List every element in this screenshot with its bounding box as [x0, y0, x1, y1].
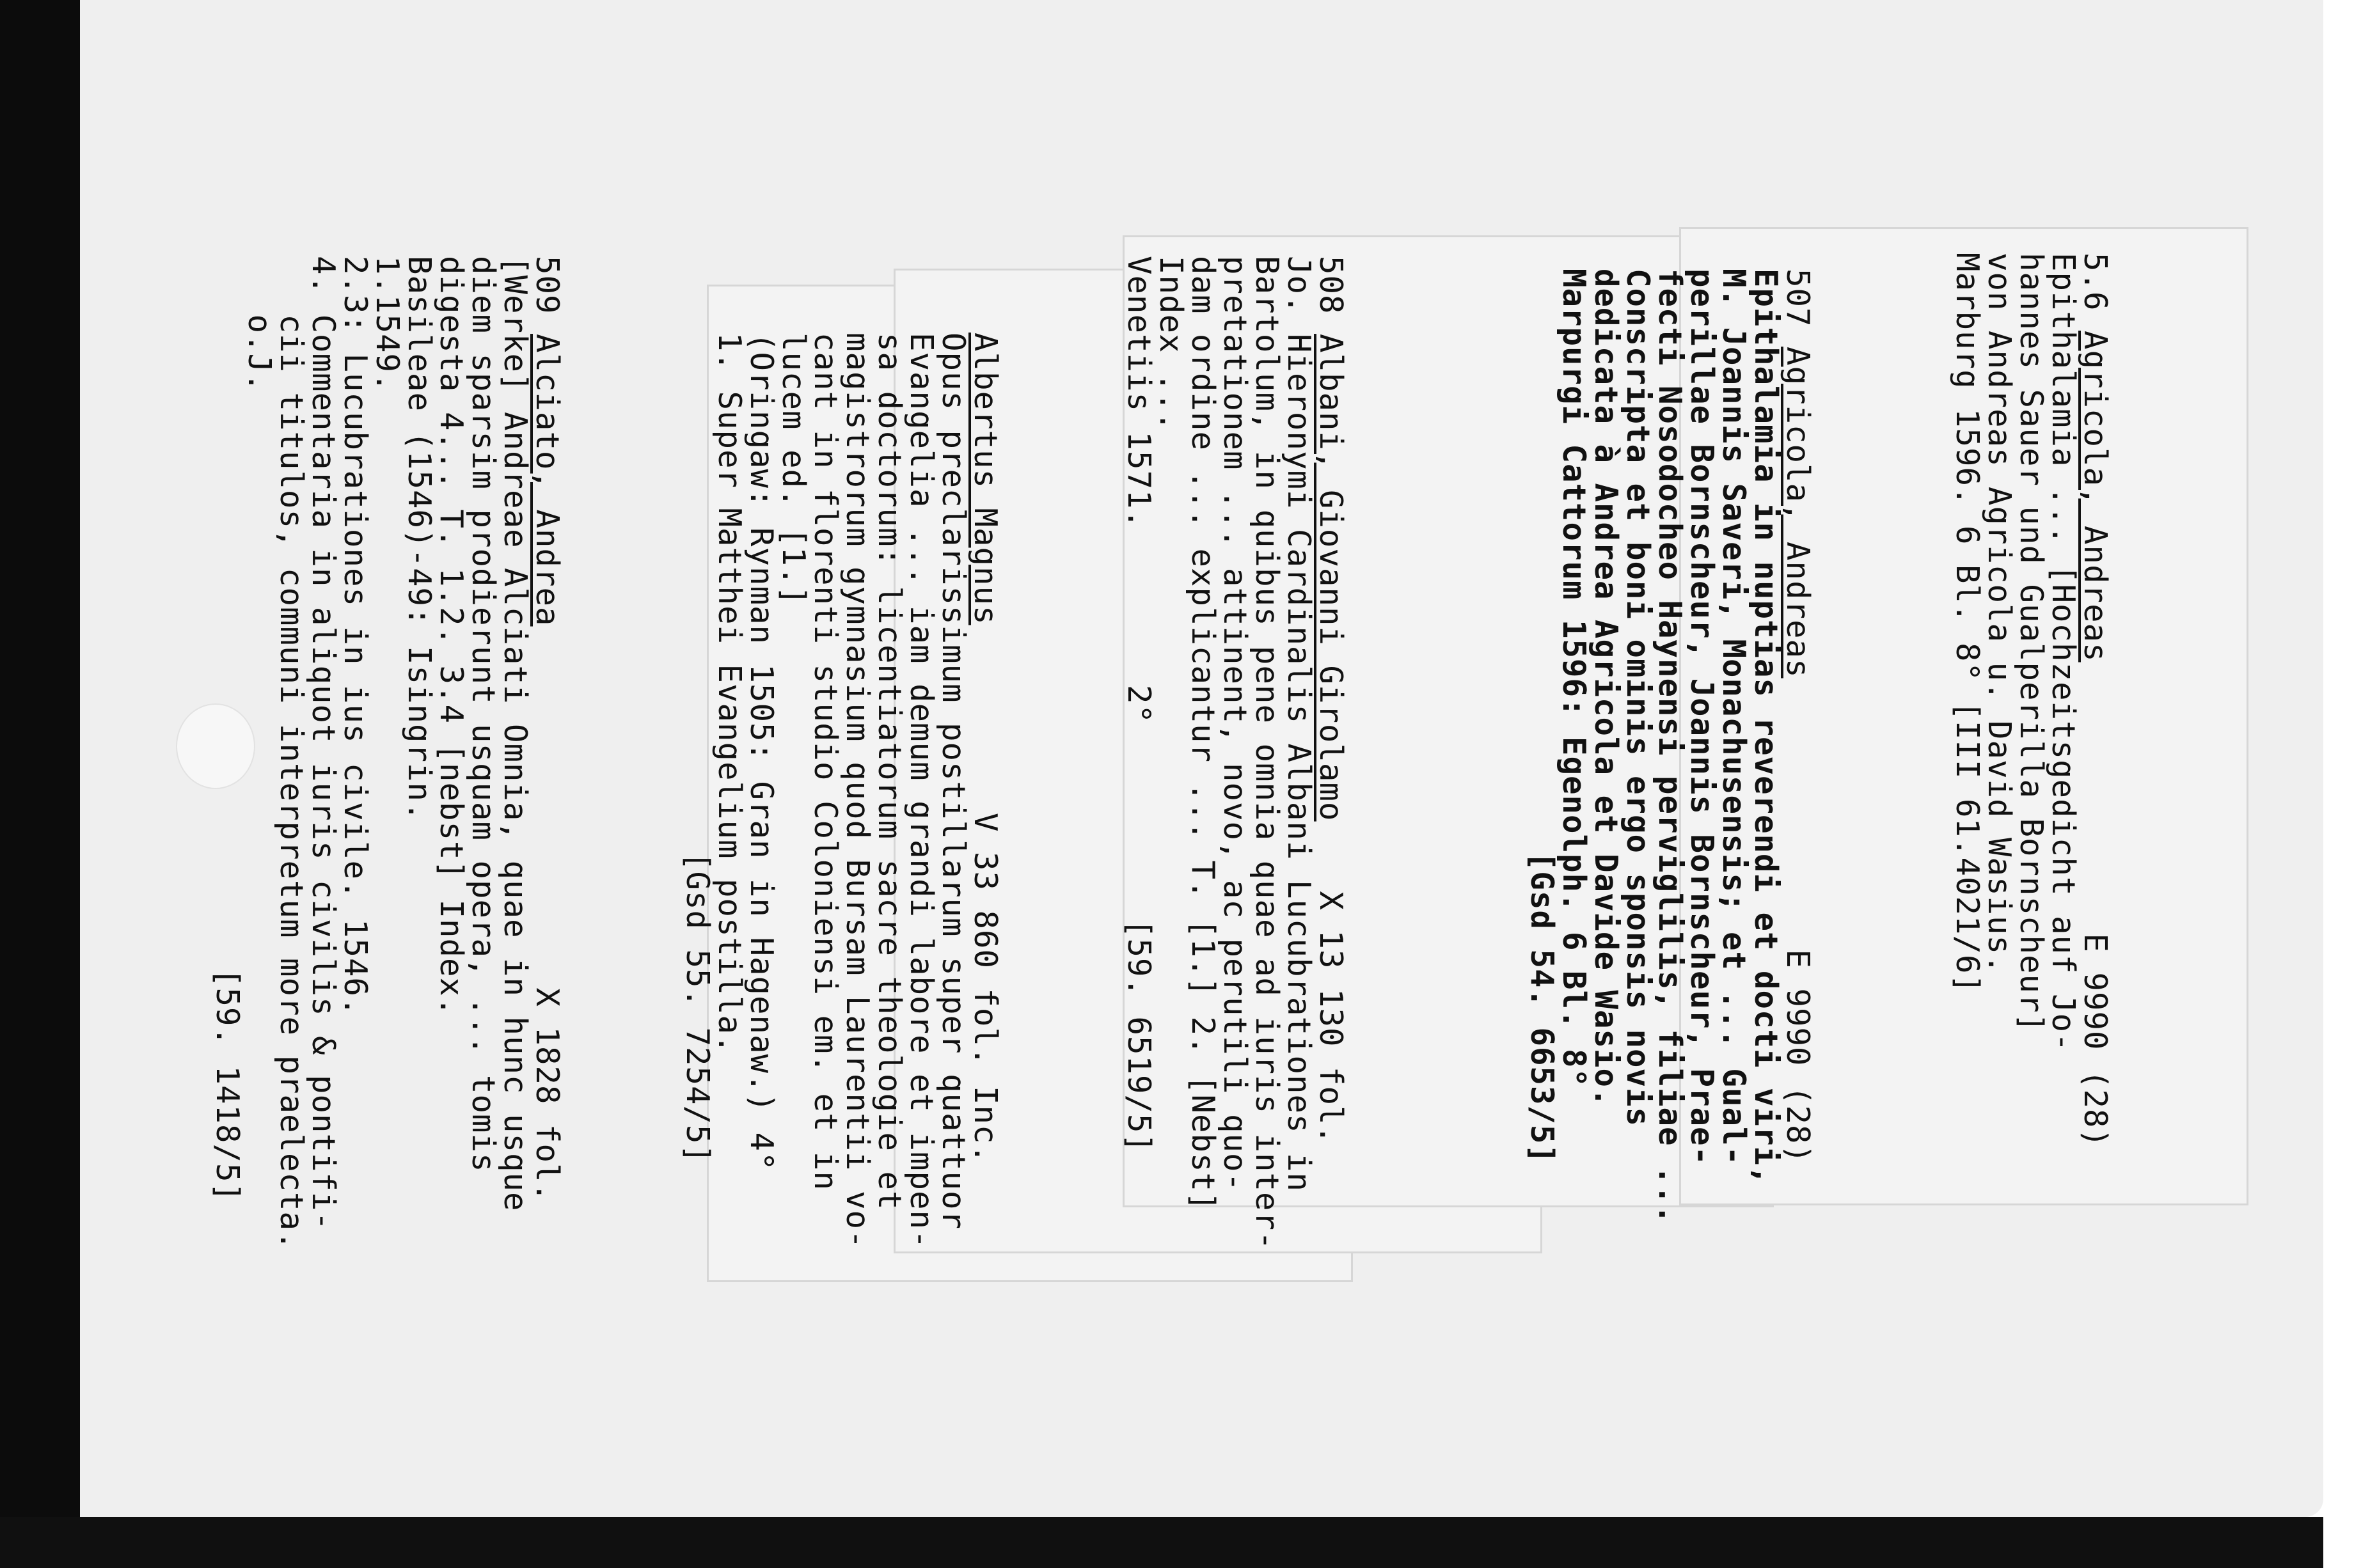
card-line: Epithalamia ... [Hochzeitsgedicht auf Jo-	[2045, 253, 2081, 1053]
card-line: Marpurgi Cattorum 1596: Egenolph. 6 Bl. 8°	[1556, 269, 1592, 1088]
card-line: sa doctorum: licentiatorum sacre theologie et	[871, 333, 908, 1211]
card-line: Opus preclarissimum postillarum super quattuor	[935, 333, 972, 1230]
card-line: 4. Commentaria in aliquot iuris civilis & pontifi-	[305, 256, 342, 1232]
catalog-card-509	[209, 256, 565, 1251]
shelfmark: E 9990 (28)	[1780, 949, 1816, 1164]
card-line: digesta 4... T. 1.2. 3.4 [nebst] Index.	[433, 256, 470, 1017]
card-heading: Albani, Giovanni Girolamo	[1313, 334, 1349, 822]
card-line: 1.1549.	[369, 256, 406, 393]
card-line: Evangelia ... iam demum grandi labore et impen-	[903, 333, 940, 1250]
card-line: o.J.	[241, 256, 278, 393]
card-line: (Oringaw: Rynman 1505: Gran in Hagenaw.) 4°	[743, 333, 780, 1172]
card-line: perillae Bornscheur, Joannis Bornscheur, Prae-	[1684, 269, 1720, 1166]
card-number: 507	[1780, 269, 1816, 327]
card-line: magistrorum gymnasium quod Bursam Laurentii vo-	[839, 333, 876, 1250]
card-line: Conscripta et boni ominis ergo sponsis novis	[1620, 269, 1656, 1127]
shelfmark: V 33 860 fol. Inc.	[967, 812, 1004, 1164]
card-line: Marburg 1596. 6 Bl. 8° [III 61.4021/6]	[1949, 253, 1986, 994]
film-left-border	[0, 0, 80, 1568]
card-number: 5.6	[2077, 253, 2113, 311]
shelfmark: X 13 130 fol.	[1313, 891, 1349, 1145]
film-bottom-border	[0, 1517, 2354, 1568]
catalog-card-507	[1524, 269, 1816, 1225]
card-number: 508	[1313, 256, 1349, 315]
catalog-card-506	[1951, 253, 2111, 1148]
card-line: Index ...	[1153, 256, 1189, 432]
card-line: [59. 1418/5]	[209, 968, 246, 1202]
card-line: von Andreas Agricola u. David Wasius.	[1981, 253, 2018, 975]
card-line: pretationem ... attinent, novo, ac perutili quo-	[1217, 256, 1253, 1193]
catalog-card-508	[1121, 256, 1349, 1251]
shelfmark: X 1828 fol.	[529, 987, 565, 1202]
card-line: Venetiis 1571. 2° [59. 6519/5]	[1121, 256, 1157, 1154]
film-right-margin	[2323, 0, 2354, 1568]
card-line: diem sparsim prodierunt usquam opera, ... tomis	[465, 256, 502, 1173]
card-line: M. Joannis Saveri, Monachusensis; et ... Gual-	[1716, 269, 1752, 1166]
card-line: [Gsd 55. 7254/5]	[679, 851, 716, 1164]
card-heading: Alciato, Andrea	[529, 334, 565, 627]
card-heading: Agricola, Andreas	[2077, 331, 2113, 662]
card-line: Jo. Hieronymi Cardinalis Albani Lucubrationes in	[1281, 256, 1317, 1193]
card-number: 509	[529, 256, 565, 315]
card-line: Basileae (1546)-49: Isingrin.	[401, 256, 438, 822]
card-line: cii titulos, communi interpretum more praelecta.	[273, 256, 310, 1251]
card-heading: Albertus Magnus	[967, 333, 1004, 625]
card-line: dedicata à Andrea Agricola et Davide Wasio.	[1588, 269, 1624, 1108]
card-line: [Werke] Andreae Alciati Omnia, quae in hunc usque	[497, 256, 533, 1212]
card-line: hannes Sauer und Gualperilla Bornscheur]	[2013, 253, 2050, 1033]
card-line: [Gsd 54. 6653/5]	[1524, 851, 1560, 1164]
card-line: lucem ed. [1.]	[775, 333, 812, 606]
card-line: dam ordine ... explicantur ... T. [1.] 2. [Nebst]	[1185, 256, 1221, 1212]
shelfmark: E 9990 (28)	[2077, 933, 2113, 1148]
card-line: fecti Nosodocheo Haynensi perviglilis, filiae ...	[1652, 269, 1688, 1225]
card-line: cant in florenti studio Coloniensi em. et in	[807, 333, 844, 1191]
card-line: 2.3: Lucubrationes in ius civile. 1546.	[337, 256, 374, 1017]
card-line: Bartolum, in quibus pene omnia quae ad iuris inter-	[1249, 256, 1285, 1251]
card-line: Epithalamia in nuptias reverendi et docti viri,	[1748, 269, 1784, 1186]
card-heading: Agricola, Andreas	[1780, 347, 1816, 678]
catalog-card-albertus	[679, 333, 1004, 1250]
card-line: 1. Super Matthei Evangelium postilla.	[711, 333, 748, 1054]
